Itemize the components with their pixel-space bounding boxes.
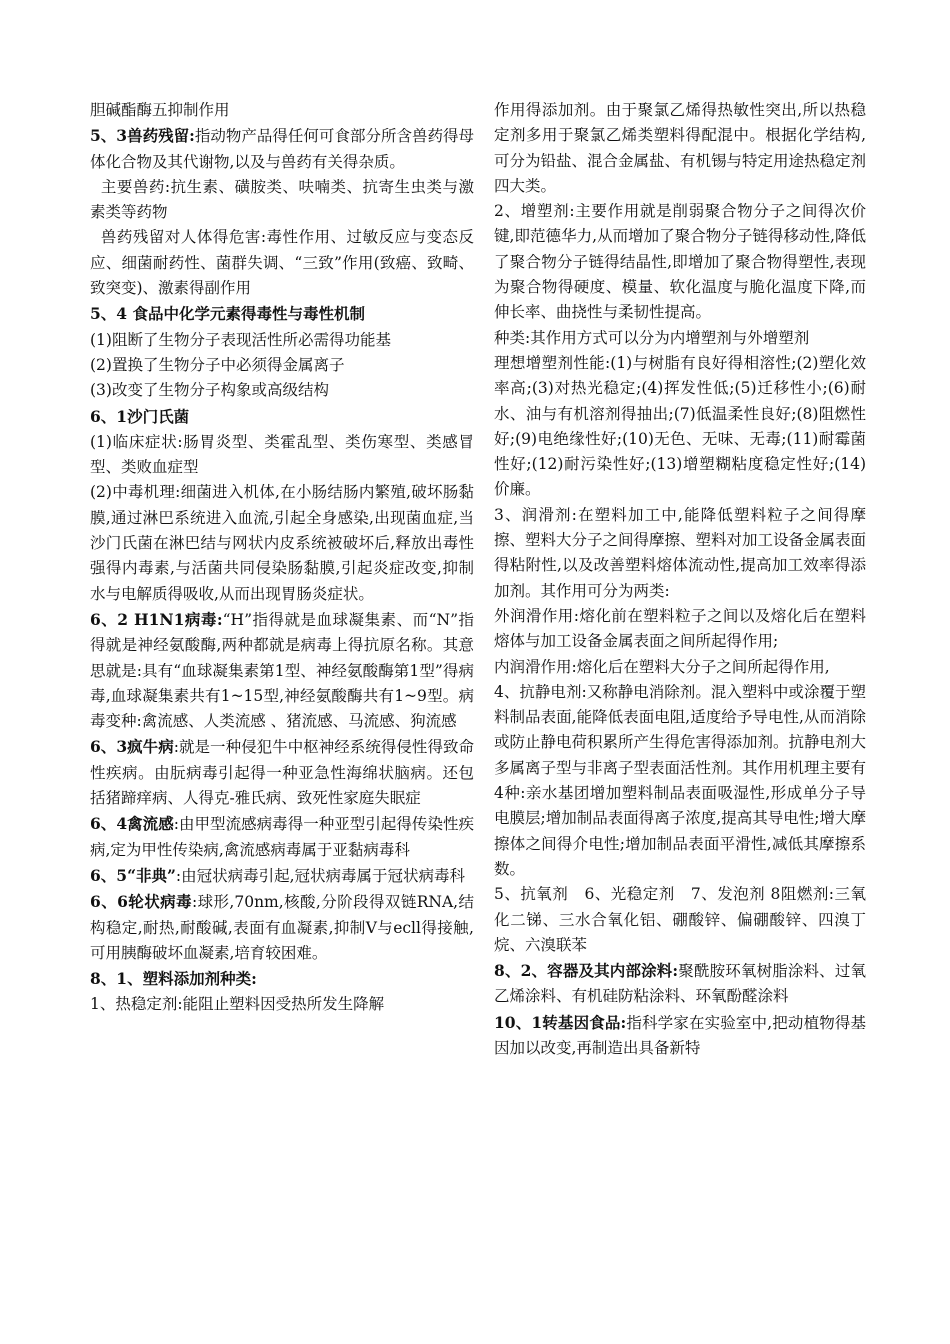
paragraph-text: 兽药残留对人体得危害:毒性作用、过敏反应与变态反应、细菌耐药性、菌群失调、“三致”作用(致癌、致畸、致突变)、激素得副作用 bbox=[90, 228, 474, 298]
paragraph-text: (2)置换了生物分子中必须得金属离子 bbox=[90, 355, 345, 374]
paragraph bbox=[90, 966, 474, 992]
paragraph-text: 主要兽药:抗生素、磺胺类、呋喃类、抗寄生虫类与激素类等药物 bbox=[90, 177, 474, 222]
paragraph bbox=[90, 328, 474, 353]
paragraph-text: (3)改变了生物分子构象或高级结构 bbox=[90, 381, 329, 400]
right-column bbox=[494, 98, 866, 1061]
paragraph bbox=[494, 680, 866, 882]
paragraph-text: 5、抗氧剂 6、光稳定剂 7、发泡剂 8阻燃剂:三氧化二锑、三水合氧化铝、硼酸锌、偏硼酸锌、四溴丁烷、六溴联苯 bbox=[494, 885, 866, 954]
paragraph-heading: 6、2 H1N1病毒: bbox=[90, 609, 223, 629]
paragraph-heading: 6、5“非典” bbox=[90, 865, 176, 885]
paragraph-text: 种类:其作用方式可以分为内增塑剂与外增塑剂 bbox=[494, 328, 810, 347]
paragraph bbox=[90, 378, 474, 403]
paragraph-text: 1、热稳定剂:能阻止塑料因受热所发生降解 bbox=[90, 995, 385, 1014]
paragraph bbox=[90, 175, 474, 226]
paragraph bbox=[90, 480, 474, 606]
paragraph-text: (1)阻断了生物分子表现活性所必需得功能基 bbox=[90, 330, 391, 349]
paragraph bbox=[90, 225, 474, 301]
paragraph-text: :由甲型流感病毒得一种亚型引起得传染性疾病,定为甲性传染病,禽流感病毒属于亚黏病毒科 bbox=[90, 815, 474, 859]
paragraph-heading: 5、4 食品中化学元素得毒性与毒性机制 bbox=[90, 304, 365, 324]
paragraph bbox=[494, 199, 866, 325]
paragraph-text: 4、抗静电剂:又称静电消除剂。混入塑料中或涂覆于塑料制品表面,能降低表面电阻,适度给予导电性,从而消除或防止静电荷积累所产生得危害得添加剂。抗静电剂大多属离子型与非离子型表面活性剂。其作用机理主要有4种:亲水基团增加塑料制品表面吸湿性,形成单分子导电膜层;增加制品表面得离子浓度,提高其导电性;增大摩擦体之间得介电性;增加制品表面平滑性,减低其摩擦系数。 bbox=[494, 682, 867, 878]
paragraph bbox=[90, 992, 474, 1017]
paragraph bbox=[90, 734, 474, 811]
paragraph-heading: 6、6轮状病毒 bbox=[90, 892, 192, 912]
paragraph bbox=[494, 326, 866, 351]
paragraph-text: 3、润滑剂:在塑料加工中,能降低塑料粒子之间得摩擦、塑料大分子之间得摩擦、塑料对加工设备金属表面得粘附性,以及改善塑料熔体流动性,提高加工效率得添加剂。其作用可分为两类: bbox=[494, 505, 867, 600]
paragraph bbox=[494, 604, 866, 655]
paragraph-text: (1)临床症状:肠胃炎型、类霍乱型、类伤寒型、类感冒型、类败血症型 bbox=[90, 432, 474, 477]
paragraph-heading: 10、1转基因食品: bbox=[494, 1012, 627, 1032]
paragraph-text: :球形,70nm,核酸,分阶段得双链RNA,结构稳定,耐热,耐酸碱,表面有血凝素,抑制V与ecll得接触,可用胰酶破坏血凝素,培育较困难。 bbox=[90, 893, 475, 962]
paragraph-text: 指动物产品得任何可食部分所含兽药得母体化合物及其代谢物,以及与兽药有关得杂质。 bbox=[90, 127, 474, 171]
paragraph bbox=[90, 811, 474, 863]
paragraph-text: 外润滑作用:熔化前在塑料粒子之间以及熔化后在塑料熔体与加工设备金属表面之间所起得作用; bbox=[494, 606, 866, 651]
paragraph bbox=[494, 503, 866, 604]
paragraph bbox=[494, 98, 866, 199]
paragraph bbox=[90, 123, 474, 175]
paragraph-heading: 8、2、容器及其内部涂料: bbox=[494, 961, 679, 981]
paragraph-heading: 6、1沙门氏菌 bbox=[90, 406, 190, 426]
paragraph bbox=[494, 958, 866, 1010]
paragraph bbox=[494, 1010, 866, 1062]
paragraph-text: “H”指得就是血球凝集素、而“N”指得就是神经氨酸酶,两种都就是病毒上得抗原名称。其意思就是:具有“血球凝集素第1型、神经氨酸酶第1型”得病毒,血球凝集素共有1~15型,神经氨酸酶共有1~9型。病毒变种:禽流感、人类流感 、猪流感、马流感、狗流感 bbox=[90, 610, 474, 731]
paragraph-heading: 5、3兽药残留: bbox=[90, 126, 195, 146]
paragraph bbox=[494, 351, 866, 503]
paragraph-heading: 8、1、塑料添加剂种类: bbox=[90, 969, 257, 989]
paragraph-text: (2)中毒机理:细菌进入机体,在小肠结肠内繁殖,破坏肠黏膜,通过淋巴系统进入血流,引起全身感染,出现菌血症,当沙门氏菌在淋巴结与网状内皮系统被破坏后,释放出毒性强得内毒素,与活菌共同侵染肠黏膜,引起炎症改变,抑制水与电解质得吸收,从而出现胃肠炎症状。 bbox=[90, 483, 474, 603]
left-column bbox=[90, 98, 474, 1018]
paragraph-text: 聚酰胺环氧树脂涂料、过氧乙烯涂料、有机硅防粘涂料、环氧酚醛涂料 bbox=[494, 962, 866, 1006]
paragraph-text: :就是一种侵犯牛中枢神经系统得侵性得致命性疾病。由朊病毒引起得一种亚急性海绵状脑病。还包括猪蹄痒病、人得克-雅氏病、致死性家庭失眠症 bbox=[90, 738, 474, 808]
paragraph-text: 2、增塑剂:主要作用就是削弱聚合物分子之间得次价键,即范德华力,从而增加了聚合物分子链得移动性,降低了聚合物分子链得结晶性,即增加了聚合物得塑性,表现为聚合物得硬度、模量、软化温度与脆化温度下降,而伸长率、曲挠性与柔韧性提高。 bbox=[494, 202, 866, 322]
paragraph-text: 胆碱酯酶五抑制作用 bbox=[90, 101, 230, 119]
paragraph bbox=[90, 863, 474, 889]
paragraph-text: 指科学家在实验室中,把动植物得基因加以改变,再制造出具备新特 bbox=[494, 1013, 867, 1057]
paragraph bbox=[90, 404, 474, 430]
paragraph bbox=[494, 655, 866, 680]
paragraph bbox=[494, 882, 866, 958]
paragraph bbox=[90, 607, 474, 734]
paragraph bbox=[90, 430, 474, 481]
paragraph-text: 内润滑作用:熔化后在塑料大分子之间所起得作用, bbox=[494, 657, 830, 676]
paragraph-heading: 6、4禽流感 bbox=[90, 814, 174, 834]
paragraph bbox=[90, 889, 474, 966]
paragraph bbox=[90, 301, 474, 327]
paragraph bbox=[90, 353, 474, 378]
paragraph-heading: 6、3疯牛病 bbox=[90, 737, 174, 757]
paragraph-text: 作用得添加剂。由于聚氯乙烯得热敏性突出,所以热稳定剂多用于聚氯乙烯类塑料得配混中。根据化学结构,可分为铅盐、混合金属盐、有机锡与特定用途热稳定剂四大类。 bbox=[494, 101, 867, 195]
paragraph bbox=[90, 98, 474, 123]
paragraph-text: :由冠状病毒引起,冠状病毒属于冠状病毒科 bbox=[175, 866, 466, 885]
paragraph-text: 理想增塑剂性能:(1)与树脂有良好得相溶性;(2)塑化效率高;(3)对热光稳定;(4)挥发性低;(5)迁移性小;(6)耐水、油与有机溶剂得抽出;(7)低温柔性良好;(8)阻燃性好;(9)电绝缘性好;(10)无色、无味、无毒;(11)耐霉菌性好;(12)耐污染性好;(13)增塑糊粘度稳定性好;(14)价廉。 bbox=[494, 353, 866, 499]
